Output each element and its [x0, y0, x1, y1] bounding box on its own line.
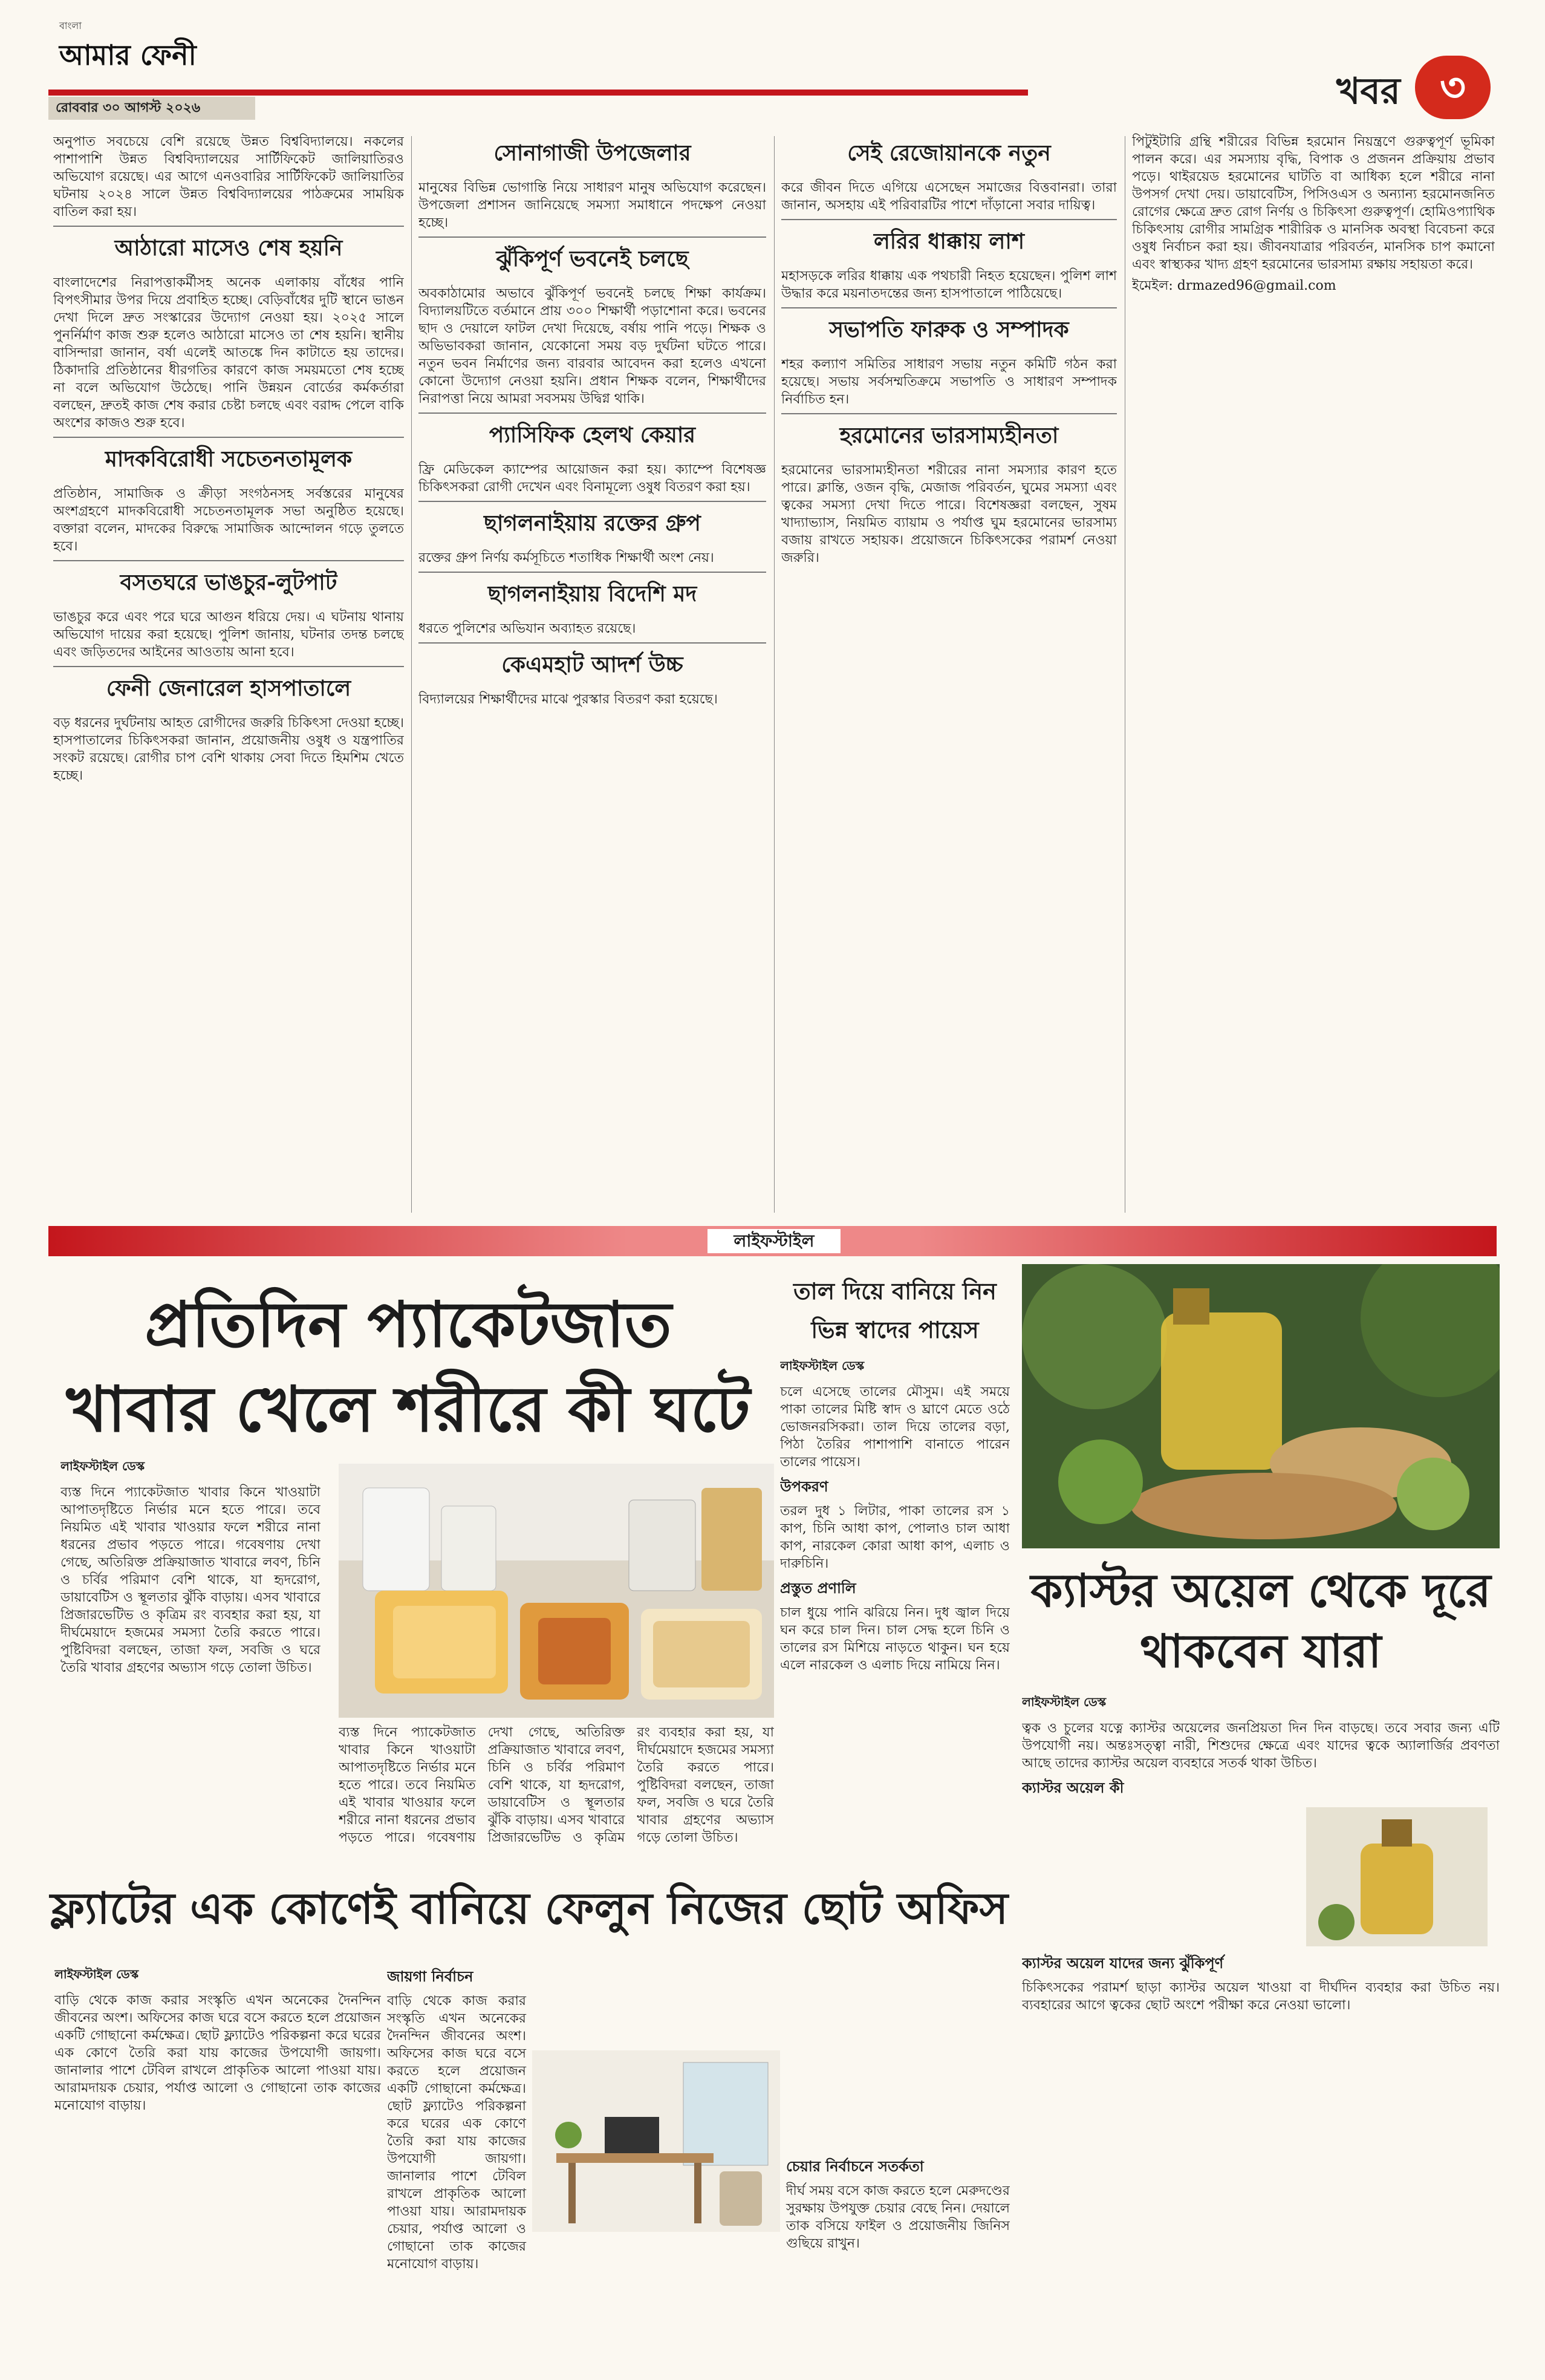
castor-oil-photo — [1022, 1264, 1500, 1548]
tal-payesh-article — [780, 1270, 1010, 1863]
news-column-1 — [53, 133, 404, 1216]
news-column-3 — [781, 133, 1117, 1216]
castor-bottle-illustration — [1306, 1807, 1488, 1946]
article-body: বাড়ি থেকে কাজ করার সংস্কৃতি এখন অনেকের দৈনন্দিন জীবনের অংশ। অফিসের কাজ ঘরে বসে করতে হলে প্রয়োজন একটি গোছানো কর্মক্ষেত্র। ছোট ফ্ল্যাটেও পরিকল্পনা করে ঘরের এক কোণে তৈরি করা যায় কাজের উপযোগী জায়গা। জানালার পাশে টেবিল রাখলে প্রাকৃতিক আলো পাওয়া যায়। আরামদায়ক চেয়ার, পর্যাপ্ত আলো ও গোছানো তাক কাজের মনোযোগ বাড়ায়। — [387, 1994, 526, 2272]
article-headline[interactable]: লরির ধাক্কায় লাশ — [873, 229, 1025, 254]
packaged-food-photo — [339, 1464, 774, 1718]
divider — [418, 501, 766, 502]
article-body: হরমোনের ভারসাম্যহীনতা শরীরের নানা সমস্যার কারণ হতে পারে। ক্লান্তি, ওজন বৃদ্ধি, মেজাজ পরিবর্তন, ঘুমের সমস্যা এবং ত্বকের সমস্যা দেখা দিতে পারে। বিশেষজ্ঞরা বলছেন, সুষম খাদ্যাভ্যাস, নিয়মিত ব্যায়াম ও পর্যাপ্ত ঘুম হরমোনের ভারসাম্য বজায় রাখতে সহায়ক। প্রয়োজনে চিকিৎসকের পরামর্শ নেওয়া জরুরি। — [781, 463, 1117, 566]
article-body: ধরতে পুলিশের অভিযান অব্যাহত রয়েছে। — [418, 621, 636, 636]
article-headline[interactable]: সেই রেজোয়ানকে নতুন — [847, 141, 1051, 166]
headline-home-office[interactable]: ফ্ল্যাটের এক কোণেই বানিয়ে ফেলুন নিজের ছোট অফিস — [50, 1883, 1009, 1934]
article-body: চিকিৎসকের পরামর্শ ছাড়া ক্যাস্টর অয়েল খাওয়া বা দীর্ঘদিন ব্যবহার করা উচিত নয়। ব্যবহারের আগে ত্বকের ছোট অংশে পরীক্ষা করে নেওয়া ভালো। — [1022, 1980, 1500, 2013]
subhead-what-is-castor: ক্যাস্টর অয়েল কী — [1022, 1779, 1124, 1796]
newspaper-logo[interactable] — [59, 18, 197, 80]
packaged-food-text-2 — [339, 1724, 774, 1851]
article-body: ফ্রি মেডিকেল ক্যাম্পের আয়োজন করা হয়। ক্যাম্পে বিশেষজ্ঞ চিকিৎসকরা রোগী দেখেন এবং বিনামূল্যে ওষুধ বিতরণ করা হয়। — [418, 462, 766, 495]
article-body: মানুষের বিভিন্ন ভোগান্তি নিয়ে সাধারণ মানুষ অভিযোগ করেছেন। উপজেলা প্রশাসন জানিয়েছে সমস্যা সমাধানে পদক্ষেপ নেওয়া হচ্ছে। — [418, 180, 766, 230]
masthead-rule — [48, 90, 1028, 96]
column-divider — [774, 136, 775, 1213]
headline-castor-oil[interactable]: ক্যাস্টর অয়েল থেকে দূরে থাকবেন যারা — [1030, 1563, 1491, 1678]
section-label: খবর — [1336, 70, 1400, 112]
article-body: ব্যস্ত দিনে প্যাকেটজাত খাবার কিনে খাওয়াটা আপাতদৃষ্টিতে নির্ভার মনে হতে পারে। তবে নিয়মিত এই খাবার খাওয়ার ফলে শরীরে নানা ধরনের প্রভাব পড়তে পারে। গবেষণায় দেখা গেছে, অতিরিক্ত প্রক্রিয়াজাত খাবারে লবণ, চিনি ও চর্বির পরিমাণ বেশি থাকে, যা হৃদরোগ, ডায়াবেটিস ও স্থূলতার ঝুঁকি বাড়ায়। এসব খাবারে প্রিজারভেটিভ ও কৃত্রিম রং ব্যবহার করা হয়, যা দীর্ঘমেয়াদে হজমের সমস্যা তৈরি করতে পারে। পুষ্টিবিদরা বলছেন, তাজা ফল, সবজি ও ঘরে তৈরি খাবার গ্রহণের অভ্যাস গড়ে তোলা উচিত। — [339, 1725, 774, 1845]
article-headline[interactable]: আঠারো মাসেও শেষ হয়নি — [114, 236, 343, 261]
article-desk: লাইফস্টাইল ডেস্ক — [60, 1459, 145, 1473]
article-desk: লাইফস্টাইল ডেস্ক — [1022, 1695, 1107, 1709]
packaged-food-text — [60, 1458, 320, 1851]
article-body: চলে এসেছে তালের মৌসুম। এই সময়ে পাকা তালের মিষ্টি স্বাদ ও ঘ্রাণে মেতে ওঠে ভোজনরসিকরা। তাল দিয়ে তালের বড়া, পিঠা তৈরির পাশাপাশি বানাতে পারেন তালের পায়েস। — [780, 1384, 1010, 1470]
article-body: অনুপাত সবচেয়ে বেশি রয়েছে উন্নত বিশ্ববিদ্যালয়ে। নকলের পাশাপাশি উন্নত বিশ্ববিদ্যালয়ের সার্টিফিকেট জালিয়াতিরও অভিযোগ রয়েছে। এর আগে এনওবারির সার্টিফিকেট জালিয়াতির ঘটনায় ২০২৪ সালে উন্নত বিশ্ববিদ্যালয়ের পাঠক্রমের সাময়িক বাতিল করা হয়। — [53, 134, 404, 220]
subhead-method: প্রস্তুত প্রণালি — [780, 1580, 856, 1597]
subhead-ingredients: উপকরণ — [780, 1478, 828, 1495]
divider — [781, 307, 1117, 308]
article-headline[interactable]: ছাগলনাইয়ায় বিদেশি মদ — [487, 582, 697, 607]
article-body: ব্যস্ত দিনে প্যাকেটজাত খাবার কিনে খাওয়াটা আপাতদৃষ্টিতে নির্ভার মনে হতে পারে। তবে নিয়মিত এই খাবার খাওয়ার ফলে শরীরে নানা ধরনের প্রভাব পড়তে পারে। গবেষণায় দেখা গেছে, অতিরিক্ত প্রক্রিয়াজাত খাবারে লবণ, চিনি ও চর্বির পরিমাণ বেশি থাকে, যা হৃদরোগ, ডায়াবেটিস ও স্থূলতার ঝুঁকি বাড়ায়। এসব খাবারে প্রিজারভেটিভ ও কৃত্রিম রং ব্যবহার করা হয়, যা দীর্ঘমেয়াদে হজমের সমস্যা তৈরি করতে পারে। পুষ্টিবিদরা বলছেন, তাজা ফল, সবজি ও ঘরে তৈরি খাবার গ্রহণের অভ্যাস গড়ে তোলা উচিত। — [60, 1485, 320, 1675]
castor-oil-illustration — [1022, 1264, 1500, 1548]
article-headline[interactable]: কেএমহাট আদর্শ উচ্চ — [501, 653, 683, 677]
article-body: পিটুইটারি গ্রন্থি শরীরের বিভিন্ন হরমোন নিয়ন্ত্রণে গুরুত্বপূর্ণ ভূমিকা পালন করে। এর সমস্যায় বৃদ্ধি, বিপাক ও প্রজনন প্রক্রিয়ায় প্রভাব পড়ে। থাইরয়েড হরমোনের ঘাটতি বা আধিক্য হলে শরীরে নানা উপসর্গ দেখা দেয়। ডায়াবেটিস, পিসিওএস ও অন্যান্য হরমোনজনিত রোগের ক্ষেত্রে দ্রুত রোগ নির্ণয় ও চিকিৎসা গুরুত্বপূর্ণ। হোমিওপ্যাথিক চিকিৎসায় রোগীর সামগ্রিক শারীরিক ও মানসিক অবস্থা বিবেচনা করে ওষুধ নির্বাচন করা হয়। জীবনযাত্রার পরিবর্তন, মানসিক চাপ কমানো এবং স্বাস্থ্যকর খাদ্য গ্রহণ হরমোনের ভারসাম্য রক্ষায় সহায়তা করে। — [1132, 134, 1495, 272]
divider — [781, 219, 1117, 220]
home-office-text — [54, 1966, 381, 2365]
article-body: অবকাঠামোর অভাবে ঝুঁকিপূর্ণ ভবনেই চলছে শিক্ষা কার্যক্রম। বিদ্যালয়টিতে বর্তমানে প্রায় ৩০০ শিক্ষার্থী পড়াশোনা করে। ভবনের ছাদ ও দেয়ালে ফাটল দেখা দিয়েছে, বর্ষায় পানি পড়ে। শিক্ষক ও অভিভাবকরা জানান, যেকোনো সময় বড় দুর্ঘটনা ঘটতে পারে। নতুন ভবন নির্মাণের জন্য বারবার আবেদন করা হলেও এখনো কোনো উদ্যোগ নেওয়া হয়নি। প্রধান শিক্ষক বলেন, শিক্ষার্থীদের নিরাপত্তা নিয়ে আমরা সবসময় উদ্বিগ্ন থাকি। — [418, 286, 766, 406]
divider — [53, 560, 404, 561]
article-body: বাড়ি থেকে কাজ করার সংস্কৃতি এখন অনেকের দৈনন্দিন জীবনের অংশ। অফিসের কাজ ঘরে বসে করতে হলে প্রয়োজন একটি গোছানো কর্মক্ষেত্র। ছোট ফ্ল্যাটেও পরিকল্পনা করে ঘরের এক কোণে তৈরি করা যায় কাজের উপযোগী জায়গা। জানালার পাশে টেবিল রাখলে প্রাকৃতিক আলো পাওয়া যায়। আরামদায়ক চেয়ার, পর্যাপ্ত আলো ও গোছানো তাক কাজের মনোযোগ বাড়ায়। — [54, 1993, 381, 2113]
castor-oil-text — [1022, 1694, 1500, 2365]
article-body: ত্বক ও চুলের যত্নে ক্যাস্টর অয়েলের জনপ্রিয়তা দিন দিন বাড়ছে। তবে সবার জন্য এটি উপযোগী নয়। অন্তঃসত্ত্বা নারী, শিশুদের ক্ষেত্রে এবং যাদের ত্বকে অ্যালার্জির প্রবণতা আছে তাদের ক্যাস্টর অয়েল ব্যবহারে সতর্ক থাকা উচিত। — [1022, 1721, 1500, 1771]
article-body: দীর্ঘ সময় বসে কাজ করতে হলে মেরুদণ্ডের সুরক্ষায় উপযুক্ত চেয়ার বেছে নিন। দেয়ালে তাক বসিয়ে ফাইল ও প্রয়োজনীয় জিনিস গুছিয়ে রাখুন। — [786, 2183, 1010, 2251]
logo-subtitle: বাংলা — [59, 20, 82, 31]
article-body: করে জীবন দিতে এগিয়ে এসেছেন সমাজের বিত্তবানরা। তারা জানান, অসহায় এই পরিবারটির পাশে দাঁড়ানো সবার দায়িত্ব। — [781, 180, 1117, 213]
article-body: শহর কল্যাণ সমিতির সাধারণ সভায় নতুন কমিটি গঠন করা হয়েছে। সভায় সর্বসম্মতিক্রমে সভাপতি ও সাধারণ সম্পাদক নির্বাচিত হন। — [781, 357, 1117, 407]
divider — [53, 666, 404, 667]
divider — [418, 412, 766, 414]
article-body: বিদ্যালয়ের শিক্ষার্থীদের মাঝে পুরস্কার বিতরণ করা হয়েছে। — [418, 692, 718, 707]
article-body: বড় ধরনের দুর্ঘটনায় আহত রোগীদের জরুরি চিকিৎসা দেওয়া হচ্ছে। হাসপাতালের চিকিৎসকরা জানান, প্রয়োজনীয় ওষুধ ও যন্ত্রপাতির সংকট রয়েছে। রোগীর চাপ বেশি থাকায় সেবা দিতে হিমশিম খেতে হচ্ছে। — [53, 716, 404, 783]
article-body: বাংলাদেশের নিরাপত্তাকর্মীসহ অনেক এলাকায় বাঁধের পানি বিপৎসীমার উপর দিয়ে প্রবাহিত হচ্ছে। বেড়িবাঁধের দুটি স্থানে ভাঙন দেখা দিলে দ্রুত সংস্কারের উদ্যোগ নেওয়া হয়। ২০২৫ সালে পুনর্নির্মাণ কাজ শুরু হলেও আঠারো মাসেও তা শেষ হয়নি। স্থানীয় বাসিন্দারা জানান, বর্ষা এলেই আতঙ্কে দিন কাটাতে হয় তাদের। ঠিকাদারি প্রতিষ্ঠানের ধীরগতির কারণে কাজ সময়মতো শেষ হচ্ছে না বলে অভিযোগ উঠেছে। পানি উন্নয়ন বোর্ডের কর্মকর্তারা বলছেন, দ্রুতই কাজ শেষ করার চেষ্টা চলছে এবং বরাদ্দ পেলে বাকি অংশের কাজও শুরু হবে। — [53, 275, 404, 431]
article-body: রক্তের গ্রুপ নির্ণয় কর্মসূচিতে শতাধিক শিক্ষার্থী অংশ নেয়। — [418, 550, 714, 566]
packaged-food-illustration — [339, 1464, 774, 1718]
page-number-badge: ৩ — [1415, 56, 1491, 119]
article-headline[interactable]: প্যাসিফিক হেলথ কেয়ার — [489, 423, 696, 448]
article-headline[interactable]: ছাগলনাইয়ায় রক্তের গ্রুপ — [484, 511, 701, 536]
article-headline[interactable]: ফেনী জেনারেল হাসপাতালে — [106, 676, 351, 701]
article-desk: লাইফস্টাইল ডেস্ক — [54, 1967, 139, 1981]
article-desk: লাইফস্টাইল ডেস্ক — [780, 1358, 865, 1373]
article-headline[interactable]: সভাপতি ফারুক ও সম্পাদক — [829, 318, 1069, 342]
article-headline[interactable]: সোনাগাজী উপজেলার — [493, 141, 691, 166]
divider — [418, 572, 766, 573]
subhead-space-selection: জায়গা নির্বাচন — [387, 1968, 473, 1985]
divider — [418, 236, 766, 238]
divider — [53, 437, 404, 438]
article-body: প্রতিষ্ঠান, সামাজিক ও ক্রীড়া সংগঠনসহ সর্বস্তরের মানুষের অংশগ্রহণে মাদকবিরোধী সচেতনতামূলক সভা অনুষ্ঠিত হয়েছে। বক্তারা বলেন, মাদকের বিরুদ্ধে সামাজিক আন্দোলন গড়ে তুলতে হবে। — [53, 486, 404, 554]
divider — [53, 226, 404, 227]
castor-bottle-photo — [1306, 1807, 1488, 1946]
article-headline[interactable]: ঝুঁকিপূর্ণ ভবনেই চলছে — [496, 247, 689, 272]
article-headline[interactable]: হরমোনের ভারসাম্যহীনতা — [839, 423, 1059, 448]
lifestyle-section-label: লাইফস্টাইল — [707, 1229, 841, 1253]
article-headline[interactable]: বসতঘরে ভাঙচুর-লুটপাট — [120, 570, 337, 595]
article-body: মহাসড়কে লরির ধাক্কায় এক পথচারী নিহত হয়েছেন। পুলিশ লাশ উদ্ধার করে ময়নাতদন্তের জন্য হাসপাতালে পাঠিয়েছে। — [781, 269, 1117, 301]
news-column-4 — [1132, 133, 1495, 1216]
author-email[interactable]: ইমেইল: drmazed96@gmail.com — [1132, 278, 1336, 293]
method-text: চাল ধুয়ে পানি ঝরিয়ে নিন। দুধ জ্বাল দিয়ে ঘন করে চাল দিন। চাল সেদ্ধ হলে চিনি ও তালের রস মিশিয়ে নাড়তে থাকুন। ঘন হয়ে এলে নারকেল ও এলাচ দিয়ে নামিয়ে নিন। — [780, 1605, 1010, 1673]
masthead — [0, 0, 1545, 127]
headline-packaged-food[interactable]: প্রতিদিন প্যাকেটজাত খাবার খেলে শরীরে কী ঘটে — [66, 1288, 750, 1446]
subhead-castor-risk: ক্যাস্টর অয়েল যাদের জন্য ঝুঁকিপূর্ণ — [1022, 1955, 1224, 1972]
logo-title: আমার ফেনী — [59, 39, 197, 71]
column-divider — [411, 136, 412, 1213]
headline-tal-payesh[interactable]: তাল দিয়ে বানিয়ে নিন ভিন্ন স্বাদের পায়েস — [793, 1278, 997, 1343]
news-column-2 — [418, 133, 766, 1216]
article-body: ভাঙচুর করে এবং পরে ঘরে আগুন ধরিয়ে দেয়। এ ঘটনায় থানায় অভিযোগ দায়ের করা হয়েছে। পুলিশ জানায়, ঘটনার তদন্ত চলছে এবং জড়িতদের আইনের আওতায় আনা হবে। — [53, 610, 404, 660]
article-headline[interactable]: মাদকবিরোধী সচেতনতামূলক — [105, 447, 353, 472]
divider — [418, 642, 766, 644]
home-office-text-2 — [387, 1966, 1010, 2365]
issue-date: রোববার ৩০ আগস্ট ২০২৬ — [48, 97, 255, 120]
ingredients-list: তরল দুধ ১ লিটার, পাকা তালের রস ১ কাপ, চিনি আধা কাপ, পোলাও চাল আধা কাপ, নারকেল কোরা আধা কাপ, এলাচ ও দারুচিনি। — [780, 1504, 1010, 1571]
divider — [781, 413, 1117, 414]
subhead-chair-selection: চেয়ার নির্বাচনে সতর্কতা — [786, 2158, 924, 2175]
